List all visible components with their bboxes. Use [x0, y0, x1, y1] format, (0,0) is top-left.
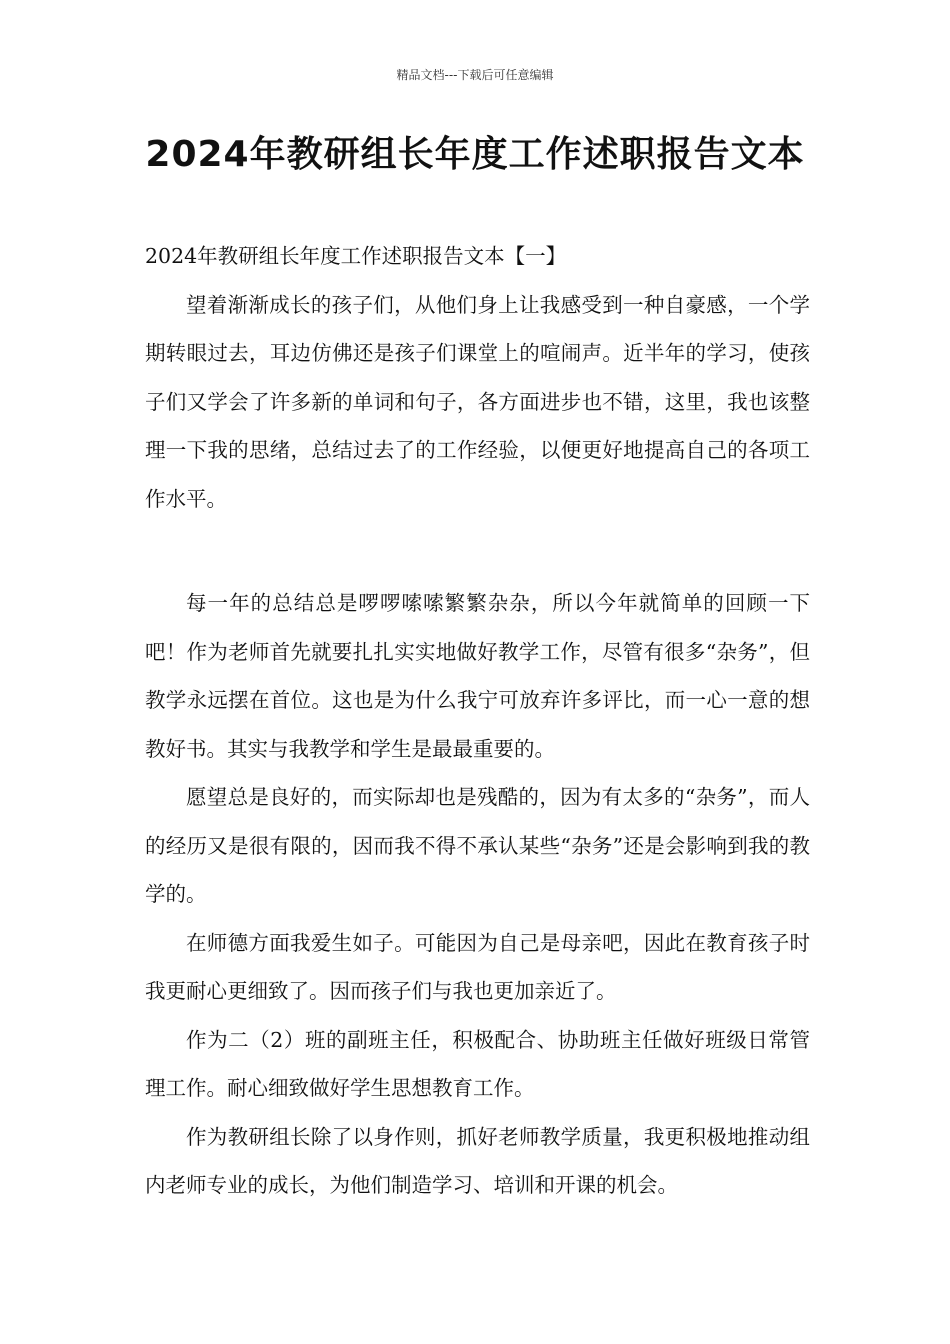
paragraph-3: 愿望总是良好的，而实际却也是残酷的，因为有太多的“杂务”，而人的经历又是很有限的，因而我不得不承认某些“杂务”还是会影响到我的教学的。: [145, 785, 810, 906]
document-title: 2024年教研组长年度工作述职报告文本: [145, 134, 805, 175]
document-body: [145, 232, 810, 1210]
paragraph-2: 每一年的总结总是啰啰嗦嗦繁繁杂杂，所以今年就简单的回顾一下吧！作为老师首先就要扎扎实实地做好教学工作，尽管有很多“杂务”，但教学永远摆在首位。这也是为什么我宁可放弃许多评比，而一心一意的想教好书。其实与我教学和学生是最最重要的。: [145, 591, 810, 761]
header-note: 精品文档---下载后可任意编辑: [396, 68, 554, 82]
paragraph-gap: [145, 523, 810, 579]
paragraph-4: 在师德方面我爱生如子。可能因为自己是母亲吧，因此在教育孩子时我更耐心更细致了。因而孩子们与我也更加亲近了。: [145, 930, 810, 1003]
paragraph-1: 望着渐渐成长的孩子们，从他们身上让我感受到一种自豪感，一个学期转眼过去，耳边仿佛还是孩子们课堂上的喧闹声。近半年的学习，使孩子们又学会了许多新的单词和句子，各方面进步也不错，这里，我也该整理一下我的思绪，总结过去了的工作经验，以便更好地提高自己的各项工作水平。: [145, 292, 810, 511]
paragraph-5: 作为二（2）班的副班主任，积极配合、协助班主任做好班级日常管理工作。耐心细致做好学生思想教育工作。: [145, 1027, 810, 1100]
section-heading: 2024年教研组长年度工作述职报告文本【一】: [145, 244, 567, 268]
paragraph-6: 作为教研组长除了以身作则，抓好老师教学质量，我更积极地推动组内老师专业的成长，为他们制造学习、培训和开课的机会。: [145, 1124, 810, 1197]
